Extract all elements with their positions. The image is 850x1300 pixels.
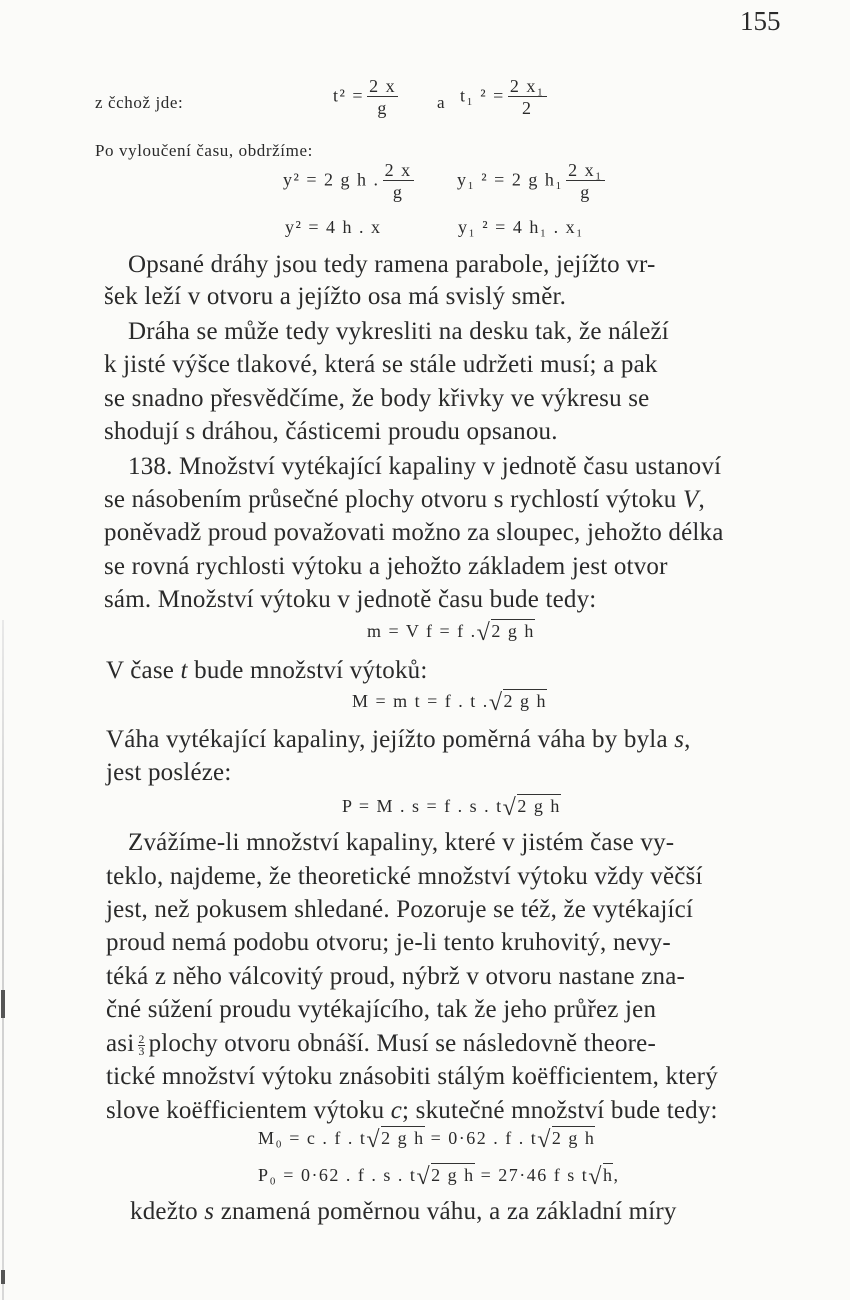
radicand: 2 g h xyxy=(517,796,561,816)
eq-part: = 0·62 . f . t xyxy=(424,1128,538,1148)
text-line xyxy=(104,485,705,515)
text-line: Opsané dráhy jsou tedy ramena parabole, jejížto vr- xyxy=(128,251,656,278)
text-run: , xyxy=(698,486,705,513)
denominator: g xyxy=(392,182,404,202)
eq-part: P₀ = 0·62 . f . s . t xyxy=(258,1165,417,1185)
radicand: 2 g h xyxy=(503,691,547,711)
page-edge xyxy=(2,620,4,1300)
fraction-two-thirds xyxy=(138,1031,145,1058)
equation-M0 xyxy=(258,1127,595,1154)
text-line xyxy=(106,725,691,755)
denominator: 2 xyxy=(521,98,533,118)
text-line: poněvadž proud považovati možno za sloupec, jehožto délka xyxy=(104,519,724,546)
text-line: jest posléze: xyxy=(106,759,232,786)
eq-part: , xyxy=(613,1165,620,1185)
text-run: kdežto xyxy=(130,1198,198,1225)
eq-part: P = M . s = f . s . t xyxy=(342,796,503,816)
eq-part: t² = xyxy=(333,85,365,106)
text-run: znamená poměrnou váhu, a za základní míry xyxy=(220,1198,677,1225)
text-line: jest, než pokusem shledané. Pozoruje se též, že vytékající xyxy=(106,896,694,923)
numerator: 2 x xyxy=(384,160,412,180)
text-run: asi xyxy=(106,1030,135,1057)
numerator: 2 x₁ xyxy=(509,76,545,96)
text-run: plochy otvoru obnáší. Musí se následovně theore- xyxy=(148,1030,656,1057)
numerator: 2 xyxy=(138,1031,145,1046)
eq-part: m = V f = f . xyxy=(367,621,477,641)
text-line: se snadno přesvědčíme, že body křivky ve výkresu se xyxy=(104,385,650,412)
text-line: k jisté výšce tlakové, která se stále udržeti musí; a pak xyxy=(104,351,658,378)
text-run: bude množství výtoků: xyxy=(194,657,428,684)
radicand: 2 g h xyxy=(431,1165,475,1185)
text-connector: a xyxy=(437,93,446,112)
square-root: √2 g h xyxy=(476,620,535,646)
square-root: √2 g h xyxy=(488,690,547,716)
text-line: se rovná rychlosti výtoku a jehožto základem jest otvor xyxy=(104,553,668,580)
radicand: 2 g h xyxy=(381,1128,425,1148)
radicand: h xyxy=(602,1165,614,1185)
text-line: čné súžení proudu vytékajícího, tak že jeho průřez jen xyxy=(106,996,657,1023)
eq-part: M₀ = c . f . t xyxy=(258,1128,367,1148)
variable: c xyxy=(390,1097,403,1124)
text-run: slove koëfficientem výtoku xyxy=(106,1097,385,1124)
fraction xyxy=(566,160,605,203)
equation-P0 xyxy=(258,1164,619,1191)
variable: V xyxy=(682,486,699,513)
variable: s xyxy=(674,726,685,753)
equation-y1a xyxy=(457,160,608,203)
denominator: g xyxy=(580,182,591,202)
radicand: 2 g h xyxy=(491,621,535,641)
text-run: V čase xyxy=(106,657,175,684)
square-root: √h xyxy=(588,1164,614,1190)
text-line: z čchož jde: xyxy=(95,93,184,112)
text-line: Zvážíme-li množství kapaliny, které v jistém čase vy- xyxy=(128,829,675,856)
text-line: Dráha se může tedy vykresliti na desku tak, že náleží xyxy=(128,318,669,345)
square-root: √2 g h xyxy=(537,1127,596,1153)
text-run: Váha vytékající kapaliny, jejížto poměrná váha by byla xyxy=(106,726,668,753)
text-line xyxy=(106,1096,718,1126)
text-run: ; skutečné množství bude tedy: xyxy=(402,1097,718,1124)
edge-mark xyxy=(1,990,5,1018)
eq-part: y₁ ² = 2 g h₁ xyxy=(457,169,564,190)
page-number: 155 xyxy=(740,6,781,36)
fraction xyxy=(383,160,414,203)
eq-part: = 27·46 f s t xyxy=(474,1165,589,1185)
denominator: 3 xyxy=(138,1043,145,1058)
text-line: šek leží v otvoru a jejížto osa má svislý směr. xyxy=(104,283,567,310)
numerator: 2 x₁ xyxy=(568,160,603,180)
text-run: , xyxy=(684,726,691,753)
fraction xyxy=(367,76,398,119)
square-root: √2 g h xyxy=(416,1164,475,1190)
equation-t1 xyxy=(460,76,550,119)
text-line: 138. Množství vytékající kapaliny v jednotě času ustanoví xyxy=(128,453,722,480)
equation-y2b: y² = 4 h . x xyxy=(285,217,382,237)
text-run: se násobením průsečné plochy otvoru s rychlostí výtoku xyxy=(104,486,677,513)
eq-part: y² = 2 g h . xyxy=(283,169,380,190)
text-line xyxy=(106,656,428,686)
text-line xyxy=(106,1029,656,1059)
text-line: téká z něho válcovitý proud, nýbrž v otvoru nastane zna- xyxy=(106,963,686,990)
denominator: g xyxy=(377,98,388,118)
equation-y1b: y₁ ² = 4 h₁ . x₁ xyxy=(458,217,584,237)
text-line: proud nemá podobu otvoru; je-li tento kruhovitý, nevy- xyxy=(106,929,671,956)
eq-part: t₁ ² = xyxy=(460,85,505,106)
text-line: sám. Množství výtoku v jednotě času bude tedy: xyxy=(104,586,597,613)
square-root: √2 g h xyxy=(502,795,561,821)
edge-mark xyxy=(1,1270,5,1284)
text-line: shodují s dráhou, částicemi proudu opsanou. xyxy=(104,418,558,445)
text-line: tické množství výtoku znásobiti stálým koëfficientem, který xyxy=(106,1063,718,1090)
equation-m xyxy=(367,620,535,647)
equation-t2 xyxy=(333,76,401,119)
fraction xyxy=(508,76,547,119)
text-line xyxy=(130,1197,677,1227)
numerator: 2 x xyxy=(369,76,397,96)
text-line: Po vyloučení času, obdržíme: xyxy=(95,141,313,160)
variable: s xyxy=(204,1198,215,1225)
variable: t xyxy=(180,657,188,684)
equation-P xyxy=(342,795,561,822)
text-line: teklo, najdeme, že theoretické množství výtoku vždy věčší xyxy=(106,863,703,890)
square-root: √2 g h xyxy=(366,1127,425,1153)
radicand: 2 g h xyxy=(551,1128,596,1148)
equation-M xyxy=(352,690,547,717)
eq-part: M = m t = f . t . xyxy=(352,691,489,711)
equation-y2a xyxy=(283,160,417,203)
